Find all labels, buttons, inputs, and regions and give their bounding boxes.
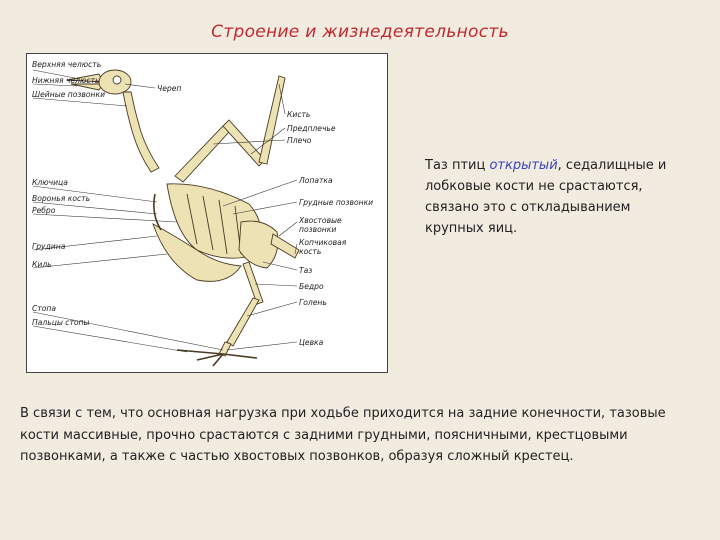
label-keel: Киль (32, 260, 52, 269)
label-neck-vertebrae: Шейные позвонки (32, 90, 106, 99)
load-description: В связи с тем, что основная нагрузка при ходьбе приходится на задние конечности, тазовые кости массивные, прочно срастаются с задними грудными, поясничными, крестцовыми позвонками, а также с частью хвостовых позвонков, образуя сложный крестец. (20, 406, 666, 464)
label-lower-jaw: Нижняя челюсть (32, 76, 100, 85)
label-tail-vertebrae: Хвостовые (299, 216, 342, 225)
label-toes: Пальцы стопы (32, 318, 90, 327)
label-coccyx: Копчиковая (299, 238, 347, 247)
pelvis-text-part2: , седалищные и лобковые кости не срастаются, связано это с откладыванием крупных яиц. (425, 158, 667, 236)
toes (177, 350, 257, 366)
label-upper-jaw: Верхняя челюсть (32, 60, 102, 69)
label-tail-vertebrae-2: позвонки (299, 225, 337, 234)
pelvis-description (425, 155, 685, 239)
label-clavicle: Ключица (32, 178, 68, 187)
label-hand: Кисть (287, 110, 311, 119)
label-coccyx-2: кость (299, 247, 322, 256)
label-forearm: Предплечье (287, 124, 336, 133)
label-shin: Голень (299, 298, 327, 307)
leader-lines (33, 70, 297, 352)
label-tarsus: Цевка (299, 338, 324, 347)
neck (123, 92, 159, 172)
label-sternum: Грудина (32, 242, 66, 251)
label-femur: Бедро (299, 282, 324, 291)
label-scapula: Лопатка (299, 176, 333, 185)
label-rib: Ребро (32, 206, 56, 215)
pelvis-text-highlight: открытый (489, 158, 558, 173)
bird-skeleton-figure (26, 53, 388, 373)
label-pelvis: Таз (299, 266, 313, 275)
hand (259, 76, 285, 164)
label-furcula: Воронья кость (32, 194, 91, 203)
slide-title: Строение и жизнедеятельность (211, 22, 509, 42)
shin (227, 298, 259, 346)
humerus (175, 126, 229, 182)
label-foot: Стопа (32, 304, 56, 313)
pelvis-text-part1: Таз птиц (425, 158, 490, 173)
label-skull: Череп (157, 84, 182, 93)
label-thoracic-vertebrae: Грудные позвонки (299, 198, 374, 207)
label-shoulder: Плечо (287, 136, 312, 145)
